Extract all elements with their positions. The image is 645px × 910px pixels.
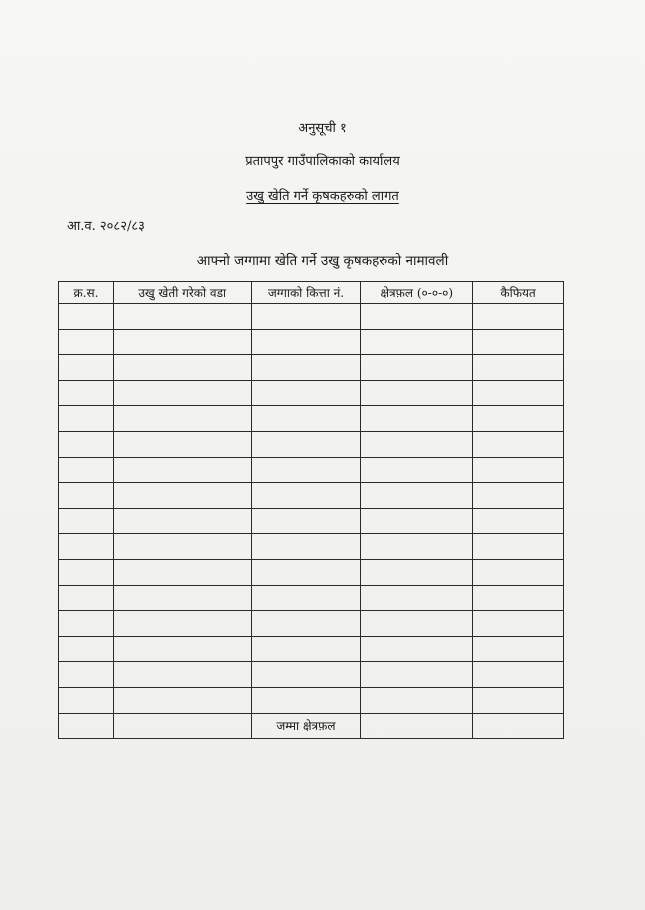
table-row: [59, 457, 564, 483]
table-cell: [113, 559, 251, 585]
table-cell: [59, 483, 114, 509]
table-row: [59, 304, 564, 330]
table-cell: [251, 636, 361, 662]
schedule-heading: अनुसूची १: [298, 121, 347, 136]
table-cell: [251, 687, 361, 713]
table-cell: [473, 534, 564, 560]
table-cell: [59, 662, 114, 688]
table-cell: [473, 329, 564, 355]
table-cell: [251, 329, 361, 355]
table-cell: [473, 611, 564, 637]
table-cell: [473, 687, 564, 713]
table-cell: [59, 431, 114, 457]
table-cell: [473, 431, 564, 457]
table-cell: [251, 431, 361, 457]
table-cell: [59, 636, 114, 662]
table-cell: [361, 611, 473, 637]
table-cell: [251, 662, 361, 688]
table-row: [59, 483, 564, 509]
table-cell: [113, 662, 251, 688]
table-row: [59, 355, 564, 381]
table-row: [59, 559, 564, 585]
table-cell: [59, 534, 114, 560]
table-cell: [251, 559, 361, 585]
table-cell: [473, 585, 564, 611]
table-cell: [473, 508, 564, 534]
column-header-serial: क्र.स.: [59, 282, 114, 304]
table-cell: [473, 304, 564, 330]
table-row: [59, 406, 564, 432]
table-cell: [251, 483, 361, 509]
table-cell: [113, 457, 251, 483]
table-row: [59, 585, 564, 611]
table-cell: [361, 687, 473, 713]
table-cell: [113, 304, 251, 330]
table-cell: [473, 636, 564, 662]
subject-heading: उखु खेति गर्ने कृषकहरुको लागत: [246, 189, 399, 204]
table-cell: [59, 611, 114, 637]
farmers-table: [58, 281, 564, 739]
table-row: [59, 687, 564, 713]
table-cell: [473, 662, 564, 688]
table-header-row: [59, 282, 564, 304]
table-cell: [473, 406, 564, 432]
table-cell: [473, 483, 564, 509]
table-cell: [361, 431, 473, 457]
table-title: आफ्नो जग्गामा खेति गर्ने उखु कृषकहरुको नामावली: [196, 253, 449, 269]
table-cell: [473, 457, 564, 483]
office-name: प्रतापपुर गाउँपालिकाको कार्यालय: [245, 154, 400, 169]
total-row: [59, 713, 564, 739]
table-cell: [473, 355, 564, 381]
table-cell: [251, 585, 361, 611]
table-cell: [361, 662, 473, 688]
table-cell: [113, 585, 251, 611]
table-cell: [251, 508, 361, 534]
table-cell: [361, 483, 473, 509]
table-row: [59, 329, 564, 355]
table-cell: [59, 585, 114, 611]
column-header-plot-number: जग्गाको कित्ता नं.: [251, 282, 361, 304]
table-cell: [113, 508, 251, 534]
table-row: [59, 636, 564, 662]
table-cell: [113, 687, 251, 713]
table-cell: [361, 457, 473, 483]
table-cell: [361, 355, 473, 381]
column-header-remarks: कैफियत: [473, 282, 564, 304]
table-cell: [59, 687, 114, 713]
table-cell: [113, 355, 251, 381]
table-cell: [59, 380, 114, 406]
table-cell: [113, 611, 251, 637]
table-cell: [113, 431, 251, 457]
table-cell: [251, 304, 361, 330]
table-cell: [59, 355, 114, 381]
table-cell: [113, 636, 251, 662]
table-cell: [473, 713, 564, 739]
total-area-label: जम्मा क्षेत्रफ़ल: [251, 713, 361, 739]
table-cell: [59, 457, 114, 483]
table-cell: [251, 611, 361, 637]
column-header-area: क्षेत्रफ़ल (०-०-०): [361, 282, 473, 304]
table-cell: [113, 713, 251, 739]
table-cell: [113, 329, 251, 355]
table-cell: [59, 329, 114, 355]
table-cell: [361, 380, 473, 406]
table-cell: [59, 713, 114, 739]
table-cell: [59, 559, 114, 585]
table-cell: [361, 406, 473, 432]
table-cell: [473, 380, 564, 406]
table-cell: [59, 406, 114, 432]
table-cell: [361, 304, 473, 330]
column-header-ward: उखु खेती गरेको वडा: [113, 282, 251, 304]
table-cell: [361, 534, 473, 560]
table-cell: [251, 534, 361, 560]
table-row: [59, 508, 564, 534]
table-cell: [361, 508, 473, 534]
table-row: [59, 534, 564, 560]
table-cell: [251, 380, 361, 406]
table-cell: [361, 329, 473, 355]
table-cell: [113, 483, 251, 509]
table-cell: [113, 406, 251, 432]
fiscal-year: आ.व. २०८२/८३: [67, 219, 145, 234]
table-cell: [361, 713, 473, 739]
table-cell: [473, 559, 564, 585]
table-row: [59, 662, 564, 688]
table-cell: [113, 534, 251, 560]
table-cell: [361, 636, 473, 662]
table-cell: [59, 304, 114, 330]
table-cell: [113, 380, 251, 406]
table-cell: [251, 355, 361, 381]
table-cell: [251, 406, 361, 432]
table-row: [59, 611, 564, 637]
table-cell: [361, 585, 473, 611]
table-cell: [361, 559, 473, 585]
table-body: [59, 304, 564, 739]
table-cell: [59, 508, 114, 534]
table-row: [59, 380, 564, 406]
table-row: [59, 431, 564, 457]
table-cell: [251, 457, 361, 483]
